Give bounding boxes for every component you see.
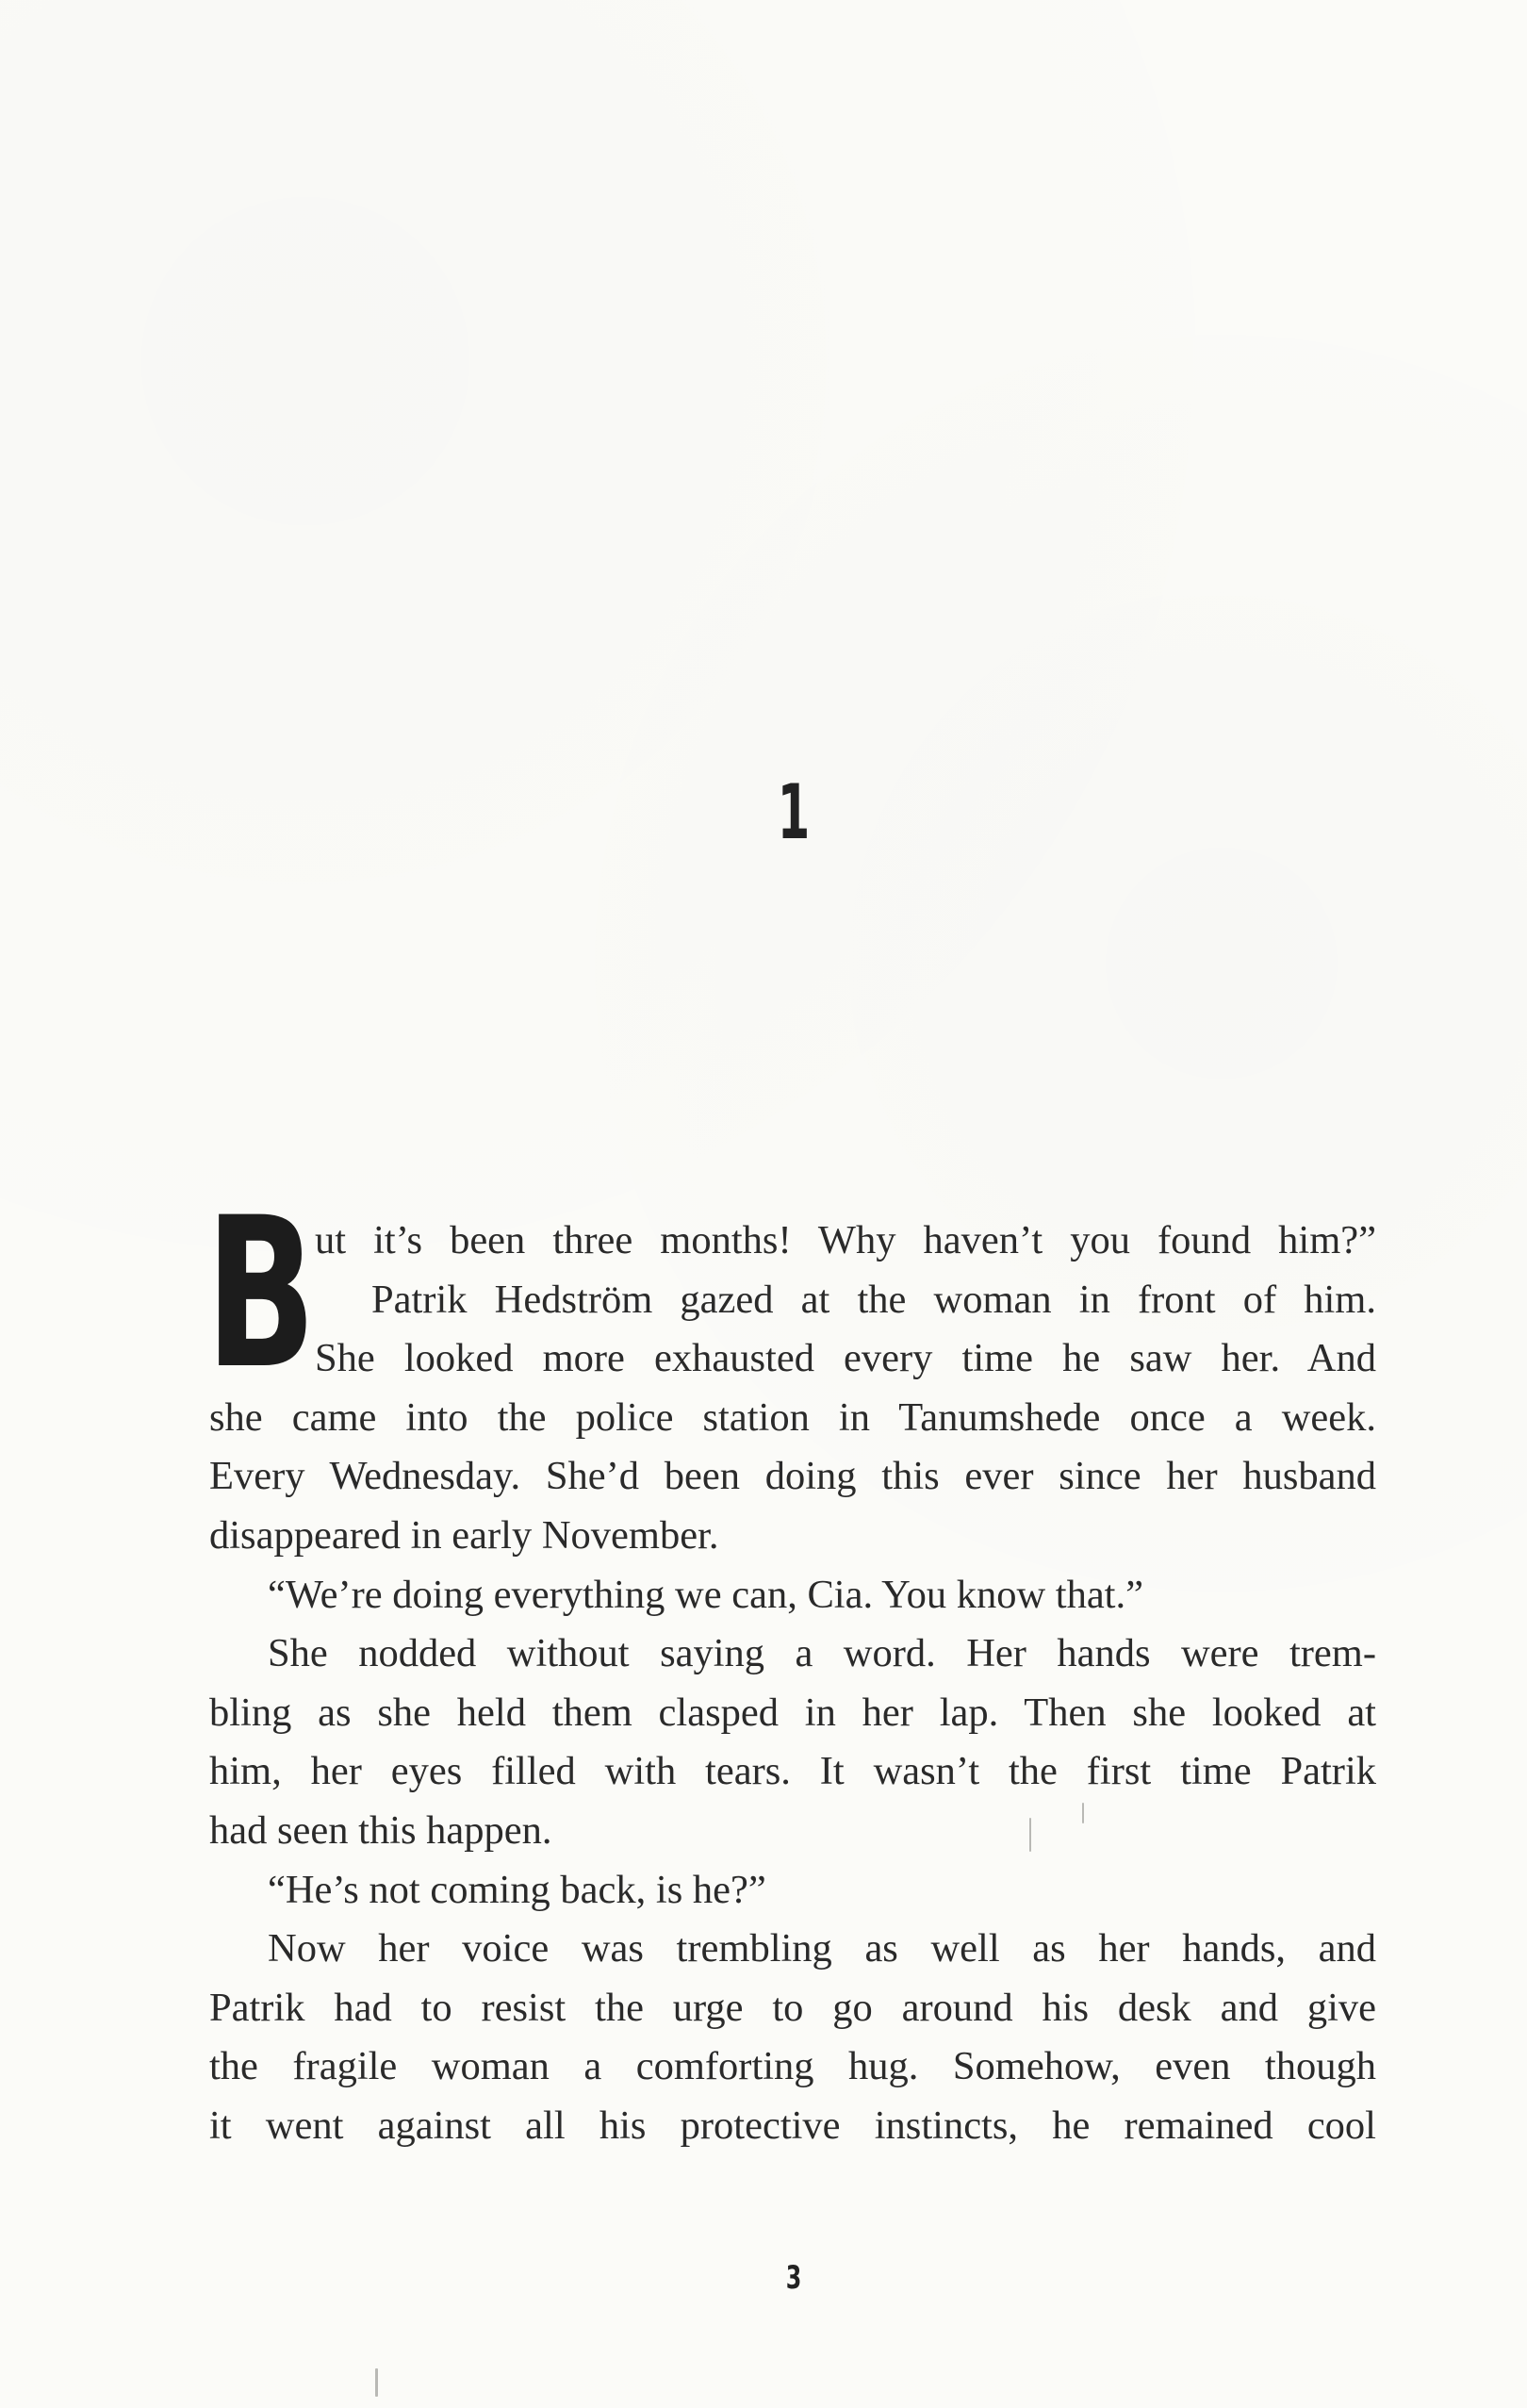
- chapter-body-text: [209, 1212, 1376, 2156]
- scan-speck: [375, 2368, 378, 2397]
- text-line: him, her eyes filled with tears. It wasn’t the first time Patrik: [209, 1749, 1376, 1794]
- text-line: she came into the police station in Tanumshede once a week.: [209, 1394, 1376, 1440]
- text-line: the fragile woman a comforting hug. Somehow, even though: [209, 2044, 1376, 2089]
- drop-cap-letter: B: [205, 1173, 317, 1414]
- text-line: it went against all his protective instincts, he remained cool: [209, 2103, 1376, 2148]
- text-line: disappeared in early November.: [209, 1512, 719, 1558]
- chapter-number: 1: [777, 768, 811, 856]
- page-number: 3: [785, 2259, 802, 2297]
- text-line: Patrik had to resist the urge to go around his desk and give: [209, 1985, 1376, 2030]
- text-line: “We’re doing everything we can, Cia. You know that.”: [268, 1572, 1143, 1617]
- text-line: had seen this happen.: [209, 1807, 552, 1853]
- text-line: She looked more exhausted every time he saw her. And: [315, 1336, 1376, 1381]
- text-line: Every Wednesday. She’d been doing this ever since her husband: [209, 1454, 1376, 1499]
- scan-speck: [1029, 1818, 1031, 1852]
- text-line: “He’s not coming back, is he?”: [268, 1867, 766, 1912]
- scan-speck: [1082, 1803, 1084, 1823]
- text-line: ut it’s been three months! Why haven’t you found him?”: [315, 1218, 1376, 1262]
- text-line: bling as she held them clasped in her lap. Then she looked at: [209, 1690, 1376, 1735]
- text-line: Now her voice was trembling as well as her hands, and: [268, 1926, 1376, 1971]
- text-line: She nodded without saying a word. Her hands were trem-: [268, 1631, 1376, 1676]
- text-line: Patrik Hedström gazed at the woman in front of him.: [371, 1277, 1376, 1322]
